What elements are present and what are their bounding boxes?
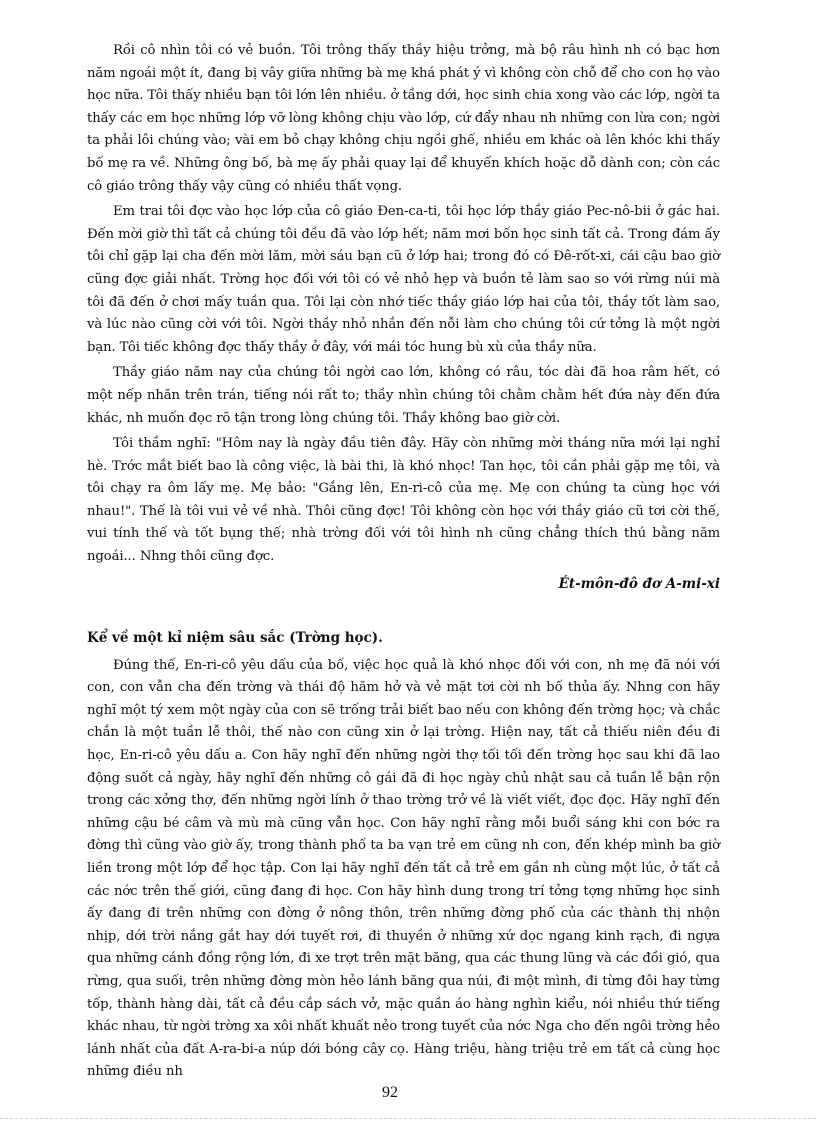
paragraph: Rồi cô nhìn tôi có vẻ buồn. Tôi trông thấy thầy hiệu trởng, mà bộ râu hình nh có bạc hơn năm ngoái một ít, đang bị vây giữa những bà mẹ khá phát ý vì không còn chỗ để cho con họ vào học nữa. Tôi thấy nhiều bạn tôi lớn lên nhiều. ở tầng dới, học sinh chia xong vào các lớp, ngời ta thấy các em học những lớp vỡ lòng không chịu vào lớp, cứ đẩy nhau nh những con lừa con; ngời ta phải lôi chúng vào; vài em bỏ chạy không chịu ngồi ghế, nhiều em khác oà lên khóc khi thấy bố mẹ ra về. Những ông bố, bà mẹ ấy phải quay lại để khuyến khích hoặc dỗ dành con; còn các cô giáo trông thấy vậy cũng có nhiều thất vọng. [87, 43, 720, 194]
page-number: 92 [382, 1084, 398, 1101]
page-bottom-divider [0, 1118, 816, 1119]
paragraph: Đúng thế, En-ri-cô yêu dấu của bố, việc học quả là khó nhọc đối với con, nh mẹ đã nói với con, con vẫn cha đến trờng và thái độ hăm hở và vẻ mặt tơi cời nh bố thủa ấy. Nhng con hãy nghĩ một tý xem một ngày của con sẽ trống trải biết bao nếu con không đến trờng học; và chắc chắn là một tuần lễ thôi, thế nào con cũng xin ở lại trờng. Hiện nay, tất cả thiếu niên đều đi học, En-ri-cô yêu dấu a. Con hãy nghĩ đến những ngời thợ tối tối đến trờng học sau khi đã lao động suốt cả ngày, hãy nghĩ đến những cô gái đã đi học ngày chủ nhật sau cả tuần lễ bận rộn trong các xởng thợ, đến những ngời lính ở thao trờng trở về là viết viết, đọc đọc. Hãy nghĩ đến những cậu bé câm và mù mà cũng vẫn học. Con hãy nghĩ rằng mỗi buổi sáng khi con bớc ra đờng thì cũng vào giờ ấy, trong thành phố ta ba vạn trẻ em cũng nh con, đến khép mình ba giờ liền trong một lớp để học tập. Con lại hãy nghĩ đến tất cả trẻ em gần nh cùng một lúc, ở tất cả các nớc trên thế giới, cũng đang đi học. Con hãy hình dung trong trí tởng tợng những học sinh ấy đang đi trên những con đờng ở nông thôn, trên những đờng phố của các thành thị nhộn nhịp, dới trời nắng gắt hay dới tuyết rơi, đi thuyền ở những xứ dọc ngang kinh rạch, đi ngựa qua những cánh đồng rộng lớn, đi xe trợt trên mặt băng, qua các thung lũng và các đồi gió, qua rừng, qua suối, trên những đờng mòn hẻo lánh băng qua núi, đi một mình, đi từng đôi hay từng tốp, thành hàng dài, tất cả đều cắp sách vở, mặc quần áo hàng nghìn kiểu, nói nhiều thứ tiếng khác nhau, từ ngời trờng xa xôi nhất khuất nẻo trong tuyết của nớc Nga cho đến ngôi trờng hẻo lánh nhất của đất A-ra-bi-a núp dới bóng cây cọ. Hàng triệu, hàng triệu trẻ em tất cả cùng học những điều nh [87, 657, 720, 1080]
author-signature: Ét-môn-đô đơ A-mi-xi [558, 575, 720, 592]
page-content [87, 40, 720, 1087]
section-heading: Kể về một kỉ niệm sâu sắc (Trờng học). [87, 629, 383, 646]
paragraph: Tôi thầm nghĩ: "Hôm nay là ngày đầu tiên đây. Hãy còn những mời tháng nữa mới lại nghỉ hè. Trớc mắt biết bao là công việc, là bài thi, là khó nhọc! Tan học, tôi cần phải gặp mẹ tôi, và tôi chạy ra ôm lấy mẹ. Mẹ bảo: "Gắng lên, En-ri-cô của mẹ. Mẹ con chúng ta cùng học với nhau!". Thế là tôi vui vẻ về nhà. Thôi cũng đợc! Tôi không còn học với thầy giáo cũ tơi cời thế, vui tính thế và tốt bụng thế; nhà trờng đối với tôi hình nh cũng chẳng thích thú bằng năm ngoái... Nhng thôi cũng đợc. [87, 436, 720, 565]
paragraph: Em trai tôi đợc vào học lớp của cô giáo Đen-ca-ti, tôi học lớp thầy giáo Pec-nô-bii ở gác hai. Đến mời giờ thì tất cả chúng tôi đều đã vào lớp hết; năm mơi bốn học sinh tất cả. Trong đám ấy tôi chỉ gặp lại cha đến mời lăm, mời sáu bạn cũ ở lớp hai; trong đó có Đê-rốt-xi, cái cậu bao giờ cũng đợc giải nhất. Trờng học đối với tôi có vẻ nhỏ hẹp và buồn tẻ làm sao so với rừng núi mà tôi đã đến ở chơi mấy tuần qua. Tôi lại còn nhớ tiếc thầy giáo lớp hai của tôi, thầy tốt làm sao, và lúc nào cũng cời với tôi. Ngời thầy nhỏ nhắn đến nỗi làm cho chúng tôi cứ tởng là một ngời bạn. Tôi tiếc không đợc thấy thầy ở đây, với mái tóc hung bù xù của thầy nữa. [87, 204, 720, 355]
paragraph: Thầy giáo năm nay của chúng tôi ngời cao lớn, không có râu, tóc dài đã hoa râm hết, có một nếp nhăn trên trán, tiếng nói rất to; thầy nhìn chúng tôi chằm chằm hết đứa này đến đứa khác, nh muốn đọc rõ tận trong lòng chúng tôi. Thầy không bao giờ cời. [87, 365, 720, 426]
